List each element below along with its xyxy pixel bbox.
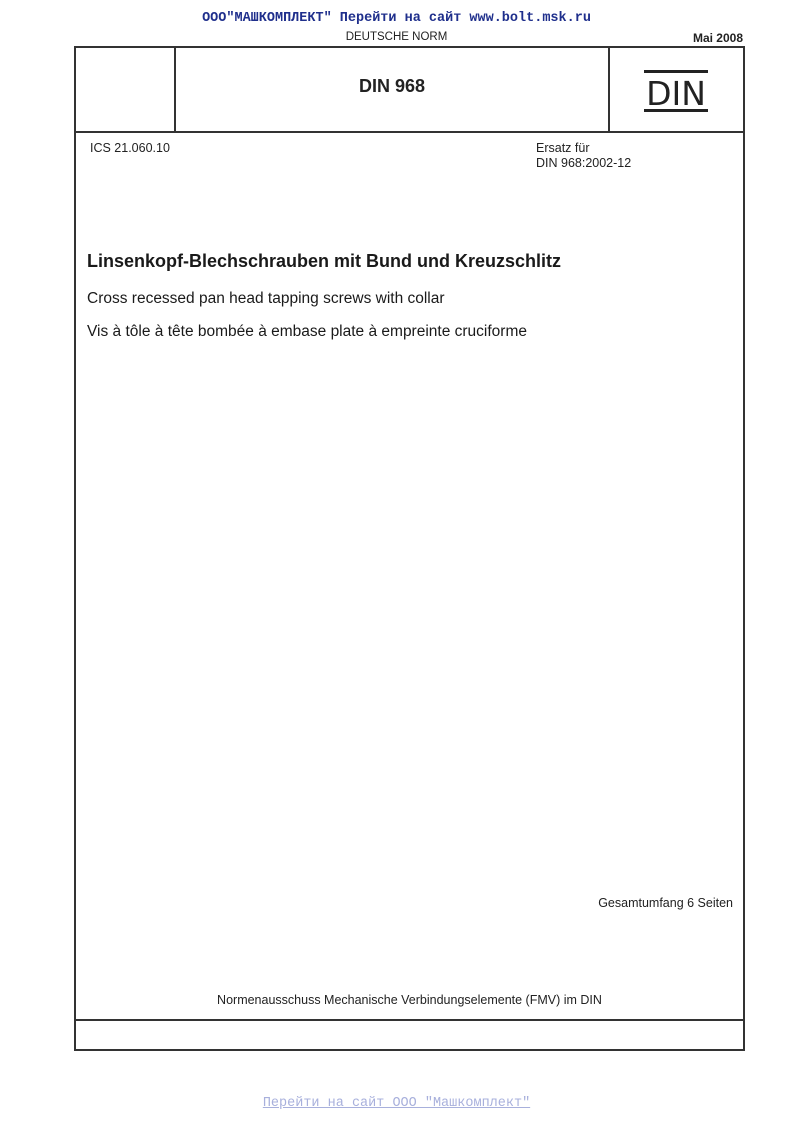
din-logo-text: DIN (646, 74, 706, 112)
replacement-label: Ersatz für (536, 141, 590, 155)
total-pages: Gesamtumfang 6 Seiten (598, 896, 733, 910)
replacement-document: DIN 968:2002-12 (536, 156, 632, 170)
document-frame (74, 46, 745, 1051)
replacement-note (536, 141, 631, 171)
issue-date: Mai 2008 (692, 31, 743, 45)
title-english: Cross recessed pan head tapping screws with collar (87, 290, 445, 307)
ics-code: ICS 21.060.10 (90, 141, 170, 155)
title-block-logo-cell (610, 48, 743, 131)
din-logo-icon (644, 70, 708, 112)
title-french: Vis à tôle à tête bombée à embase plate à empreinte cruciforme (87, 323, 527, 340)
title-german: Linsenkopf-Blechschrauben mit Bund und Kreuzschlitz (87, 251, 562, 271)
bottom-divider (76, 1019, 743, 1021)
document-number: DIN 968 (358, 76, 426, 96)
committee-name: Normenausschuss Mechanische Verbindungselemente (FMV) im DIN (217, 993, 602, 1007)
footer-site-link[interactable]: Перейти на сайт ООО "Машкомплект" (262, 1096, 531, 1111)
title-block-left-cell (76, 48, 176, 131)
title-block (76, 48, 743, 133)
header-site-link[interactable]: ООО"МАШКОМПЛЕКТ" Перейти на сайт www.bolt.msk.ru (202, 11, 591, 26)
title-block-center-cell (176, 48, 610, 131)
norm-type-label: DEUTSCHE NORM (345, 31, 448, 43)
